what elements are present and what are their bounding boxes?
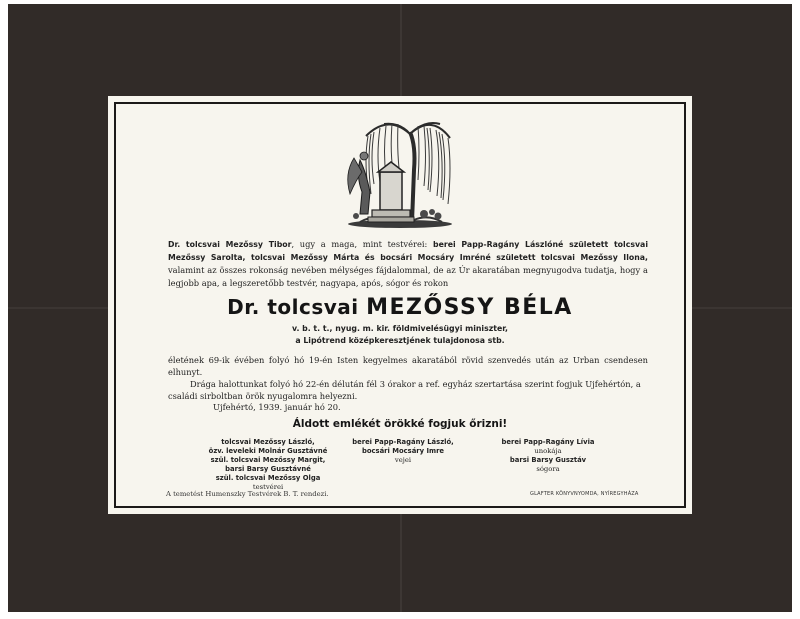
mourner-name: szül. tolcsvai Mezőssy Margit, xyxy=(210,455,326,464)
mourner-name: bocsári Mocsáry Imre xyxy=(361,446,445,455)
printer-imprint: GLAFTER KÖNYVNYOMDA, NYÍREGYHÁZA xyxy=(530,491,639,497)
place-date: Ujfehértó, 1939. január hó 20. xyxy=(213,402,341,412)
mourners-siblings xyxy=(188,438,348,491)
mourner-name: barsi Barsy Gusztáv xyxy=(509,455,587,464)
announcer-name: Dr. tolcsvai Mezőssy Tibor xyxy=(168,240,292,249)
relatives-list: berei Papp-Ragány Lászlóné született tolcsvai Mezőssy Sarolta, tolcsvai Mezőssy Márta és bocsári Mocsáry Imréné született tolcsvai Mezőssy Ilona, xyxy=(168,240,648,263)
death-notice-text: életének 69-ik évében folyó hó 19-én Isten kegyelmes akaratából rövid szenvedés után az Urban csendesen elhunyt. xyxy=(168,355,648,377)
deceased-name xyxy=(108,295,692,320)
mourners-sons-in-law xyxy=(333,438,473,465)
mourner-role: vejei xyxy=(394,455,412,464)
name-prefix: Dr. tolcsvai xyxy=(227,295,367,319)
name-surname: MEZŐSSY BÉLA xyxy=(366,295,573,320)
title-line-1: v. b. t. t., nyug. m. kir. földmivelésügyi miniszter, xyxy=(292,324,508,333)
mourner-name: szül. tolcsvai Mezőssy Olga xyxy=(215,473,321,482)
mourner-role: testvérei xyxy=(252,482,284,491)
intro-text-2: valamint az összes rokonság nevében mélységes fájdalommal, de az Úr akaratában megnyugodva tudatja, hogy a legjobb apa, a legszeretőbb testvér, nagyapa, após, sógor és rokon xyxy=(168,265,648,288)
mourner-name: özv. leveleki Molnár Gusztávné xyxy=(208,446,328,455)
obituary-card xyxy=(108,96,692,514)
funeral-director-note: A temetést Humenszky Testvérek B. T. rendezi. xyxy=(166,490,329,498)
intro-text-1: , ugy a maga, mint testvérei: xyxy=(291,239,434,249)
announcement-intro xyxy=(168,238,648,289)
mourner-name: barsi Barsy Gusztávné xyxy=(225,464,311,473)
memorial-motto: Áldott emlékét örökké fogjuk őrizni! xyxy=(292,418,508,430)
mourner-role: unokája xyxy=(534,446,562,455)
willow-tomb-icon xyxy=(340,110,460,230)
title-line-2: a Lipótrend középkeresztjének tulajdonosa stb. xyxy=(295,336,505,345)
mourner-name: tolcsvai Mezőssy László, xyxy=(221,438,315,446)
mourners-grandchild-brother-in-law xyxy=(478,438,618,474)
funeral-details-text: Drága halottunkat folyó hó 22-én délután fél 3 órakor a ref. egyház szertartása szerint fogjuk Ujfehértón, a családi sirboltban örök nyugalomra helyezni. xyxy=(168,379,641,401)
mourner-name: berei Papp-Ragány Lívia xyxy=(501,438,595,446)
mourner-role: sógora xyxy=(536,464,560,473)
deceased-titles xyxy=(108,323,692,347)
mourner-name: berei Papp-Ragány László, xyxy=(352,438,454,446)
